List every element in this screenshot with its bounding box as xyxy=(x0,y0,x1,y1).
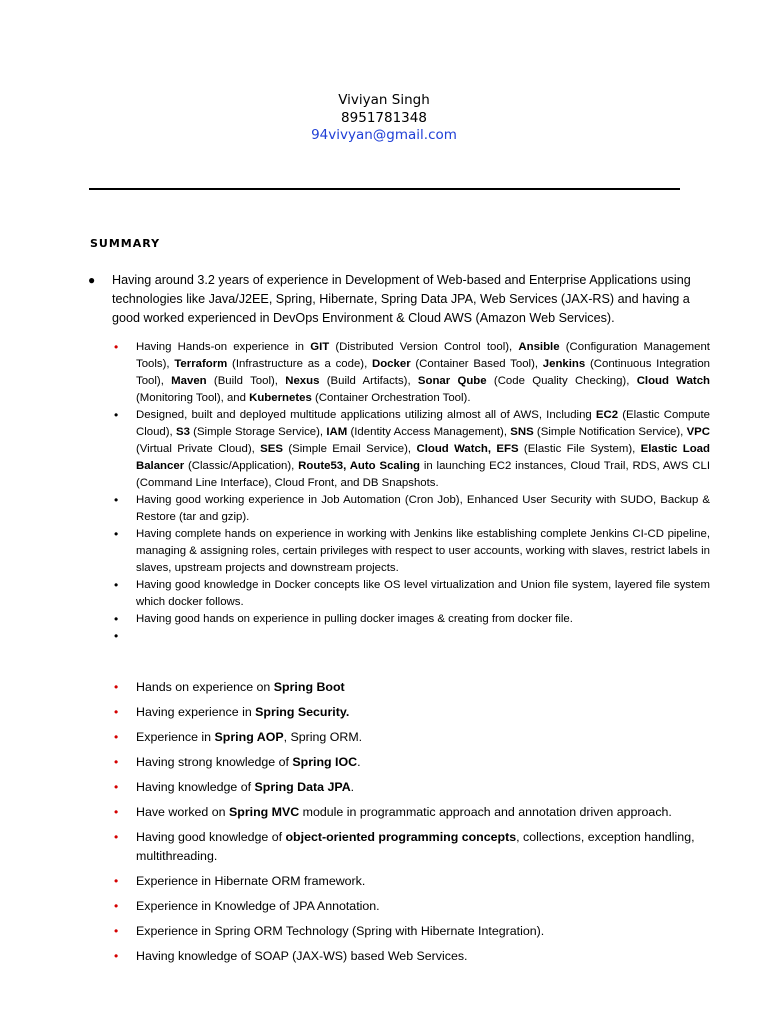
item-text: (Infrastructure as a code), xyxy=(227,358,372,370)
item-text: (Build Tool), xyxy=(206,375,286,387)
bold-text: VPC xyxy=(686,426,710,438)
item-text: , Spring ORM. xyxy=(283,730,363,744)
item-text: Have worked on xyxy=(136,805,229,819)
list-item xyxy=(114,611,710,628)
item-text: Designed, built and deployed multitude applications utilizing almost all of AWS, Including xyxy=(136,409,596,421)
bold-text: Cloud Watch xyxy=(636,375,710,387)
bold-text: Spring Boot xyxy=(273,680,345,694)
bold-text: SNS xyxy=(510,426,534,438)
summary-heading: SUMMARY xyxy=(90,237,161,250)
bold-text: Spring Security. xyxy=(255,705,350,719)
item-text: (Build Artifacts), xyxy=(319,375,418,387)
list-item xyxy=(114,897,710,916)
list-item xyxy=(114,947,710,966)
devops-list xyxy=(114,339,710,645)
item-text: , collections, exception handling, multithreading. xyxy=(136,830,695,863)
item-text: Experience in Hibernate ORM framework. xyxy=(136,874,366,888)
item-text: (Elastic Compute Cloud), xyxy=(136,409,710,438)
list-item xyxy=(114,703,710,722)
list-item xyxy=(114,526,710,577)
bold-text: Kubernetes xyxy=(249,392,312,404)
bold-text: EC2 xyxy=(595,409,619,421)
item-text: (Elastic File System), xyxy=(518,443,641,455)
bullet-icon: • xyxy=(114,408,119,422)
item-text: (Monitoring Tool), and xyxy=(136,392,250,404)
bold-text: Cloud Watch, EFS xyxy=(416,443,519,455)
list-item xyxy=(114,492,710,526)
bold-text: Docker xyxy=(372,358,411,370)
item-text: Having complete hands on experience in working with Jenkins like establishing complete Jenkins CI-CD pipeline, managing & assigning roles, certain privileges with respect to user accounts, working with slaves, restrict labels in slaves, upstream projects and downstream projects. xyxy=(136,528,710,574)
bullet-icon: • xyxy=(114,730,119,744)
item-text: (Configuration Management Tools), xyxy=(136,341,710,370)
candidate-name: Viviyan Singh xyxy=(338,92,430,108)
item-text: (Distributed Version Control tool), xyxy=(329,341,519,353)
bold-text: Route53, Auto Scaling xyxy=(298,460,420,472)
bold-text: Ansible xyxy=(518,341,560,353)
item-text: Experience in Knowledge of JPA Annotation. xyxy=(136,899,380,913)
list-item xyxy=(114,922,710,941)
bullet-icon: • xyxy=(114,705,119,719)
header-divider xyxy=(89,188,680,190)
item-text: in launching EC2 instances, Cloud Trail, RDS, AWS CLI (Command Line Interface), Cloud Front, and DB Snapshots. xyxy=(136,460,710,489)
item-text: Having strong knowledge of xyxy=(136,755,293,769)
list-item xyxy=(114,753,710,772)
item-text: (Simple Storage Service), xyxy=(189,426,327,438)
item-text: Having good hands on experience in pulling docker images & creating from docker file. xyxy=(136,613,573,625)
item-text: (Simple Notification Service), xyxy=(533,426,687,438)
bullet-icon: • xyxy=(114,949,119,963)
bold-text: Jenkins xyxy=(542,358,586,370)
item-text: Hands on experience on xyxy=(136,680,274,694)
bullet-icon: • xyxy=(114,578,119,592)
item-text: Experience in xyxy=(136,730,215,744)
bullet-icon: • xyxy=(114,830,119,844)
bullet-icon: • xyxy=(114,805,119,819)
bullet-icon: • xyxy=(114,340,119,354)
bullet-icon: ● xyxy=(88,273,96,287)
list-item xyxy=(114,577,710,611)
bullet-icon: • xyxy=(114,629,119,643)
bullet-icon: • xyxy=(114,527,119,541)
list-item xyxy=(114,339,710,407)
bold-text: IAM xyxy=(326,426,348,438)
contact-header xyxy=(0,92,768,145)
bold-text: Terraform xyxy=(174,358,228,370)
bullet-icon: • xyxy=(114,680,119,694)
spring-list xyxy=(114,678,710,972)
bullet-icon: • xyxy=(114,493,119,507)
item-text: Having knowledge of xyxy=(136,780,255,794)
bullet-icon: • xyxy=(114,780,119,794)
bold-text: Spring IOC xyxy=(292,755,358,769)
list-item xyxy=(114,678,710,697)
item-text: Having Hands-on experience in xyxy=(136,341,311,353)
bold-text: Spring Data JPA xyxy=(254,780,351,794)
bullet-icon: • xyxy=(114,899,119,913)
email-link[interactable]: 94vivyan@gmail.com xyxy=(311,127,457,143)
phone-number: 8951781348 xyxy=(341,109,427,126)
list-item xyxy=(114,628,710,645)
list-item xyxy=(114,728,710,747)
item-text: (Container Based Tool), xyxy=(410,358,543,370)
list-item xyxy=(114,828,710,866)
item-text: Experience in Spring ORM Technology (Spring with Hibernate Integration). xyxy=(136,924,545,938)
bullet-icon: • xyxy=(114,755,119,769)
bold-text: Elastic Load Balancer xyxy=(136,443,710,472)
item-text: (Simple Email Service), xyxy=(282,443,417,455)
item-text: Having knowledge of SOAP (JAX-WS) based Web Services. xyxy=(136,949,468,963)
item-text: Having experience in xyxy=(136,705,256,719)
bold-text: Nexus xyxy=(285,375,320,387)
bullet-icon: • xyxy=(114,924,119,938)
bold-text: S3 xyxy=(175,426,190,438)
summary-intro-text: Having around 3.2 years of experience in Development of Web-based and Enterprise Applications using technologies like Java/J2EE, Spring, Hibernate, Spring Data JPA, Web Services (JAX-RS) and having a good worked experienced in DevOps Environment & Cloud AWS (Amazon Web Services). xyxy=(112,273,691,325)
item-text: Having good knowledge of xyxy=(136,830,286,844)
item-text: (Code Quality Checking), xyxy=(486,375,637,387)
list-item xyxy=(114,407,710,492)
item-text: . xyxy=(350,780,355,794)
bullet-icon: • xyxy=(114,612,119,626)
item-text: module in programmatic approach and annotation driven approach. xyxy=(299,805,672,819)
bold-text: Maven xyxy=(171,375,207,387)
list-item xyxy=(114,803,710,822)
item-text: Having good working experience in Job Automation (Cron Job), Enhanced User Security with SUDO, Backup & Restore (tar and gzip). xyxy=(136,494,710,523)
item-text: (Classic/Application), xyxy=(184,460,299,472)
summary-intro xyxy=(88,271,713,328)
bold-text: SES xyxy=(260,443,283,455)
item-text: (Identity Access Management), xyxy=(347,426,511,438)
item-text: Having good knowledge in Docker concepts like OS level virtualization and Union file system, layered file system which docker follows. xyxy=(136,579,710,608)
list-item xyxy=(114,872,710,891)
item-text: (Continuous Integration Tool), xyxy=(136,358,710,387)
item-text: (Virtual Private Cloud), xyxy=(136,443,261,455)
bold-text: GIT xyxy=(310,341,330,353)
bold-text: Spring MVC xyxy=(228,805,300,819)
item-text: . xyxy=(357,755,361,769)
bold-text: Spring AOP xyxy=(214,730,284,744)
bullet-icon: • xyxy=(114,874,119,888)
list-item xyxy=(114,778,710,797)
bold-text: object-oriented programming concepts xyxy=(285,830,517,844)
item-text: (Container Orchestration Tool). xyxy=(311,392,471,404)
bold-text: Sonar Qube xyxy=(417,375,487,387)
